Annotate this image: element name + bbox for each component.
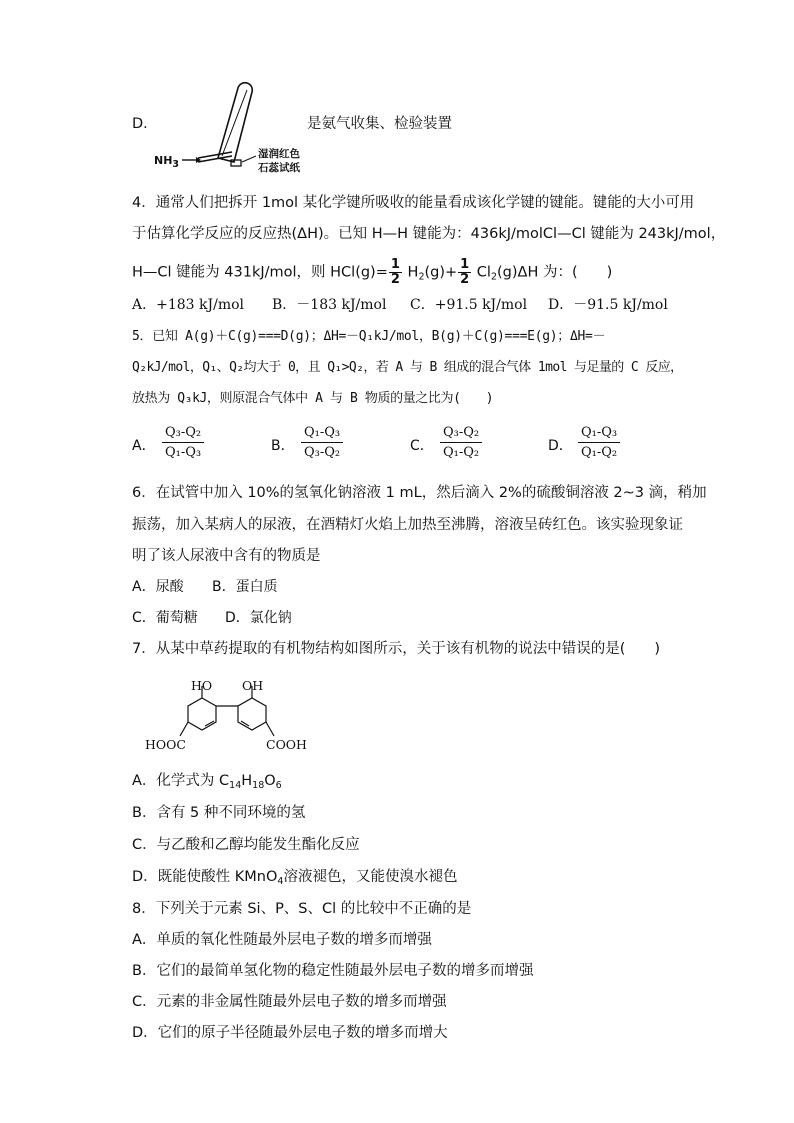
q5-option-b-label: B．: [271, 438, 295, 454]
q7-option-b: B．含有 5 种不同环境的氢: [132, 805, 306, 821]
litmus-paper-label-2: 石蕊试纸: [258, 162, 300, 174]
q8-option-c: C．元素的非金属性随最外层电子数的增多而增强: [132, 994, 447, 1010]
q6-option-c: C．葡萄糖: [132, 610, 198, 626]
q5-stem-line1: 5．已知 A(g)＋C(g)===D(g)；ΔH=－Q₁kJ/mol，B(g)＋C(g)===E(g)；ΔH=－: [132, 329, 606, 344]
q4-option-b: B．－183 kJ/mol: [272, 297, 387, 313]
q7-option-c: C．与乙酸和乙醇均能发生酯化反应: [132, 837, 360, 853]
litmus-paper-label-1: 湿润红色: [258, 148, 300, 160]
q8-option-d: D．它们的原子半径随最外层电子数的增多而增大: [132, 1025, 448, 1041]
q4-stem-line1: 4．通常人们把拆开 1mol 某化学键所吸收的能量看成该化学键的键能。键能的大小可用: [132, 195, 695, 211]
q5-option-d-fraction: $\frac{\text{Q₁-Q₃}}{\text{Q₁-Q₂}}$: [578, 424, 620, 461]
q5-stem-line2: Q₂kJ/mol，Q₁、Q₂均大于 0，且 Q₁>Q₂，若 A 与 B 组成的混合气体 1mol 与足量的 C 反应，: [132, 360, 683, 375]
q6-stem-line1: 6．在试管中加入 10%的氢氧化钠溶液 1 mL，然后滴入 2%的硫酸铜溶液 2~3 滴，稍加: [132, 485, 707, 501]
q5-option-b-fraction: $\frac{\text{Q₁-Q₃}}{\text{Q₃-Q₂}}$: [301, 424, 343, 461]
q8-option-b: B．它们的最简单氢化物的稳定性随最外层电子数的增多而增强: [132, 963, 534, 979]
q5-option-a-fraction: $\frac{\text{Q₃-Q₂}}{\text{Q₁-Q₃}}$: [162, 424, 204, 461]
q6-option-d: D．氯化钠: [225, 610, 292, 626]
cooh-label: COOH: [266, 737, 307, 752]
q4-stem-line2: 于估算化学反应的反应热(ΔH)。已知 H—H 键能为：436kJ/molCl—Cl 键能为 243kJ/mol，: [132, 226, 726, 242]
ho-label: HO: [191, 678, 213, 693]
q3-option-d-text: 是氨气收集、检验装置: [307, 116, 452, 132]
half-fraction: $\frac{1}{2}$: [460, 257, 470, 287]
half-fraction: $\frac{1}{2}$: [390, 257, 400, 287]
q5-option-c-fraction: $\frac{\text{Q₃-Q₂}}{\text{Q₁-Q₂}}$: [440, 424, 482, 461]
q4-stem-line3: H—Cl 键能为 431kJ/mol，则 HCl(g)= $\frac{1}{2}$ $H_2(g)+$ $\frac{1}{2}$ $Cl_2(g)\Delta H$ 为：( ): [132, 257, 613, 287]
oh-label: OH: [242, 678, 264, 693]
q6-stem-line2: 振荡，加入某病人的尿液，在酒精灯火焰上加热至沸腾，溶液呈砖红色。该实验现象证: [132, 517, 683, 533]
q6-option-b: B．蛋白质: [212, 579, 278, 595]
q8-stem-line1: 8．下列关于元素 Si、P、S、Cl 的比较中不正确的是: [132, 901, 472, 917]
q5-stem-line3: 放热为 Q₃kJ，则原混合气体中 A 与 B 物质的量之比为( ): [132, 391, 494, 406]
q7-option-d: D．既能使酸性 KMnO$_4$溶液褪色，又能使溴水褪色: [132, 869, 458, 887]
q6-option-a: A．尿酸: [132, 579, 184, 595]
q6-stem-line3: 明了该人尿液中含有的物质是: [132, 548, 321, 564]
q5-option-d-label: D．: [548, 438, 573, 454]
q8-option-a: A．单质的氧化性随最外层电子数的增多而增强: [132, 932, 432, 948]
q7-stem-line1: 7．从某中草药提取的有机物结构如图所示，关于该有机物的说法中错误的是( ): [132, 641, 661, 657]
q4-option-d: D．－91.5 kJ/mol: [548, 297, 668, 313]
q4-option-a: A．+183 kJ/mol: [132, 297, 245, 313]
nh3-label: $NH_3$: [154, 154, 180, 170]
q4-option-c: C．+91.5 kJ/mol: [410, 297, 528, 313]
q3-option-d-label: D．: [132, 116, 158, 132]
q5-option-a-label: A．: [132, 438, 156, 454]
hooc-label: HOOC: [145, 737, 186, 752]
q7-option-a: A．化学式为 $C_{14}H_{18}O_6$: [132, 773, 282, 791]
q5-option-c-label: C．: [410, 438, 434, 454]
